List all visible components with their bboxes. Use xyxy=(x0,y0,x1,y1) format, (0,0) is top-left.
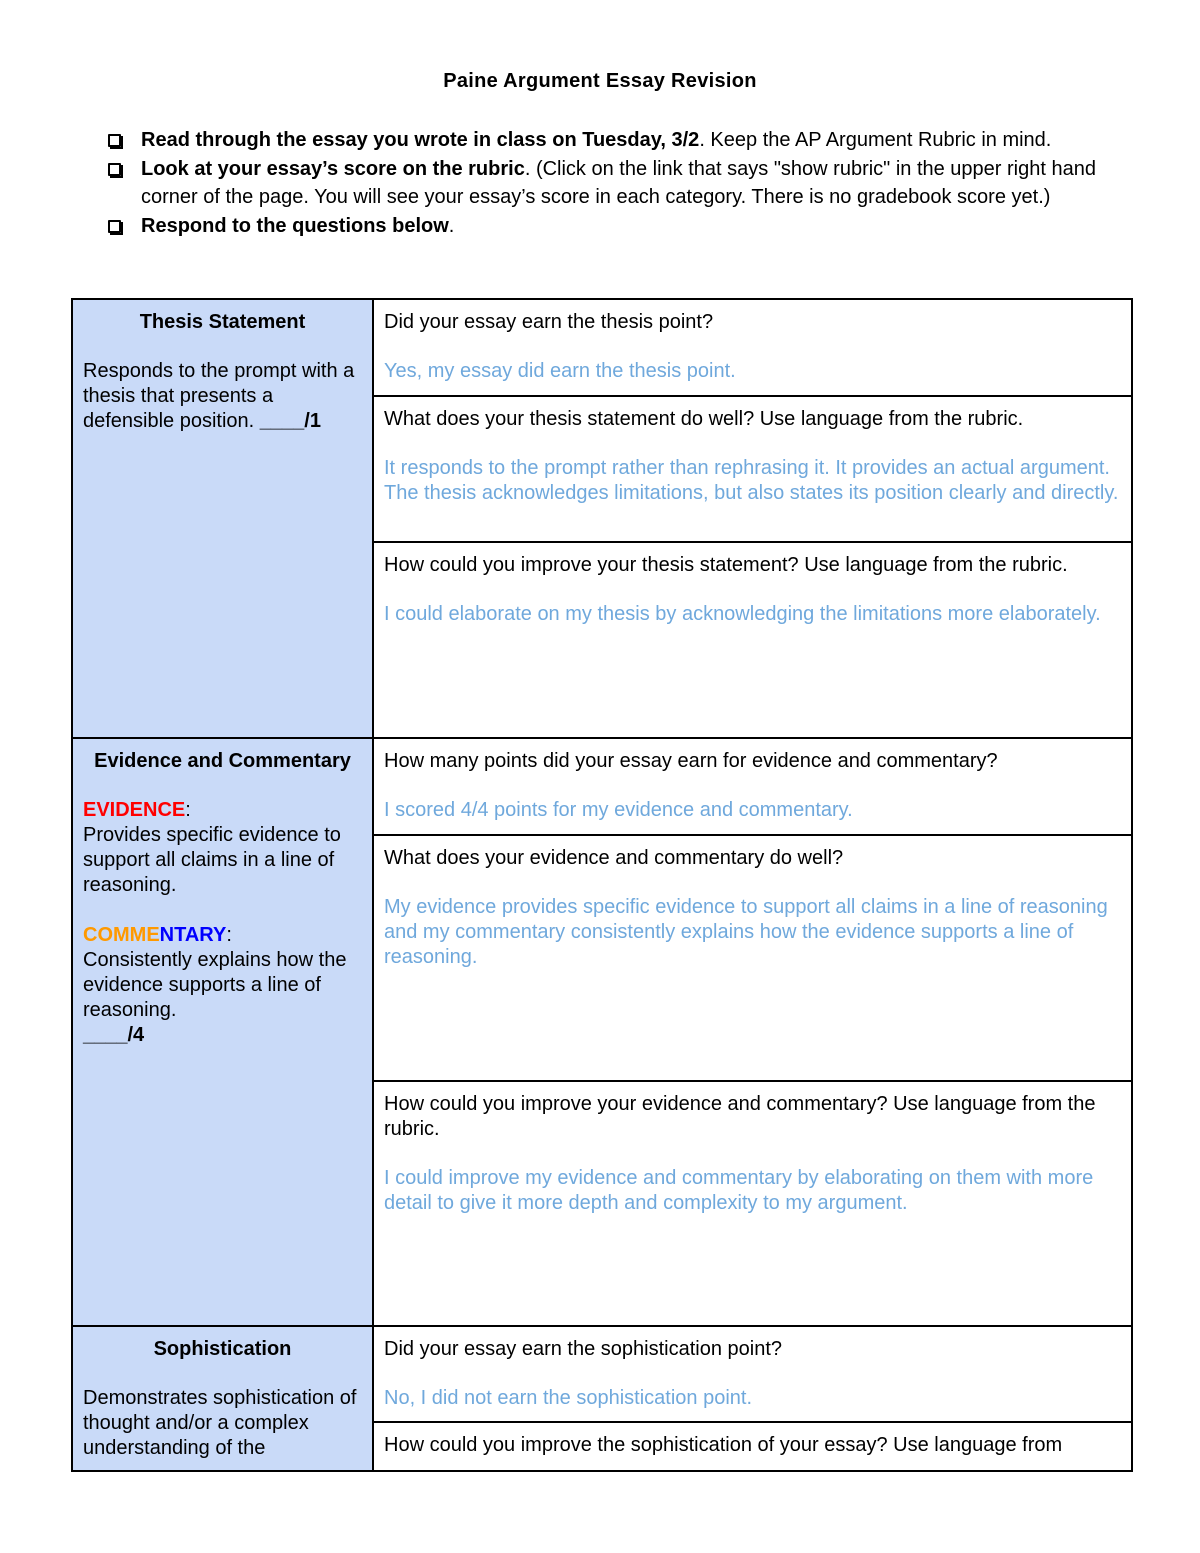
thesis-category-cell xyxy=(72,299,373,738)
evidence-q2-cell[interactable] xyxy=(373,835,1132,1081)
evidence-answer-1[interactable]: I scored 4/4 points for my evidence and commentary. xyxy=(384,799,853,821)
rubric-table xyxy=(71,298,1133,1472)
sophistication-q1-cell[interactable] xyxy=(373,1326,1132,1422)
checklist-item-text: . Keep the AP Argument Rubric in mind. xyxy=(699,129,1052,151)
commentary-description: Consistently explains how the evidence supports a line of reasoning. xyxy=(83,949,347,1021)
thesis-question-3: How could you improve your thesis statement? Use language from the rubric. xyxy=(384,554,1068,576)
sophistication-q2-cell[interactable] xyxy=(373,1422,1132,1471)
evidence-question-3: How could you improve your evidence and commentary? Use language from the rubric. xyxy=(384,1093,1096,1140)
checklist-item-bold: Look at your essay’s score on the rubric xyxy=(141,157,525,180)
evidence-q1-cell[interactable] xyxy=(373,738,1132,835)
page-title: Paine Argument Essay Revision xyxy=(443,70,757,92)
checklist-item xyxy=(106,155,1136,212)
evidence-category-cell xyxy=(72,738,373,1326)
thesis-q2-cell[interactable] xyxy=(373,396,1132,542)
evidence-title: Evidence and Commentary xyxy=(94,750,351,772)
checkbox-icon[interactable] xyxy=(108,220,121,233)
instruction-checklist xyxy=(106,126,1136,240)
thesis-answer-1[interactable]: Yes, my essay did earn the thesis point. xyxy=(384,360,736,382)
thesis-title: Thesis Statement xyxy=(139,311,306,333)
thesis-q3-cell[interactable] xyxy=(373,542,1132,738)
thesis-answer-3[interactable]: I could elaborate on my thesis by acknowledging the limitations more elaborately. xyxy=(384,603,1101,625)
checklist-item-bold: Respond to the questions below xyxy=(141,214,449,237)
thesis-answer-2[interactable]: It responds to the prompt rather than rephrasing it. It provides an actual argument. The thesis acknowledges limitations, but also states its position clearly and directly. xyxy=(384,457,1119,504)
thesis-description: Responds to the prompt with a thesis that presents a defensible position. ____/1 xyxy=(83,360,355,432)
sophistication-question-2: How could you improve the sophistication of your essay? Use language from xyxy=(384,1434,1063,1456)
evidence-answer-3[interactable]: I could improve my evidence and commentary by elaborating on them with more detail to give it more depth and complexity to my argument. xyxy=(384,1167,1094,1214)
commentary-block: COMMENTARY: xyxy=(83,924,232,946)
checklist-item xyxy=(106,212,1136,241)
checklist-item-text: . xyxy=(448,214,455,237)
evidence-label: EVIDENCE xyxy=(83,799,186,821)
sophistication-question-1: Did your essay earn the sophistication point? xyxy=(384,1338,783,1360)
thesis-q1-cell[interactable] xyxy=(373,299,1132,396)
checkbox-icon[interactable] xyxy=(108,163,121,176)
thesis-score: ____/1 xyxy=(259,410,321,432)
evidence-answer-2[interactable]: My evidence provides specific evidence to support all claims in a line of reasoning and my commentary consistently explains how the evidence supports a line of reasoning. xyxy=(384,896,1108,968)
commentary-label-part-1: COMME xyxy=(83,924,160,946)
evidence-q3-cell[interactable] xyxy=(373,1081,1132,1326)
commentary-label-part-2: NTARY xyxy=(159,924,227,946)
sophistication-answer-1[interactable]: No, I did not earn the sophistication point. xyxy=(384,1387,753,1409)
checklist-item-text: . (Click on the link that says "show rubric" in the upper right hand corner of the page. You will see your essay’s score in each category. There is no gradebook score yet.) xyxy=(141,157,1096,208)
evidence-block: EVIDENCE: xyxy=(83,799,191,821)
sophistication-category-cell xyxy=(72,1326,373,1471)
sophistication-description: Demonstrates sophistication of thought and/or a complex understanding of the xyxy=(83,1387,357,1459)
thesis-question-1: Did your essay earn the thesis point? xyxy=(384,311,714,333)
evidence-question-1: How many points did your essay earn for evidence and commentary? xyxy=(384,750,998,772)
sophistication-title: Sophistication xyxy=(153,1338,292,1360)
checkbox-icon[interactable] xyxy=(108,134,121,147)
evidence-score: ____/4 xyxy=(83,1024,145,1046)
thesis-question-2: What does your thesis statement do well? Use language from the rubric. xyxy=(384,408,1024,430)
evidence-description: Provides specific evidence to support all claims in a line of reasoning. xyxy=(83,824,341,896)
evidence-question-2: What does your evidence and commentary do well? xyxy=(384,847,844,869)
checklist-item-bold: Read through the essay you wrote in class on Tuesday, 3/2 xyxy=(141,129,700,151)
checklist-item xyxy=(106,126,1136,155)
